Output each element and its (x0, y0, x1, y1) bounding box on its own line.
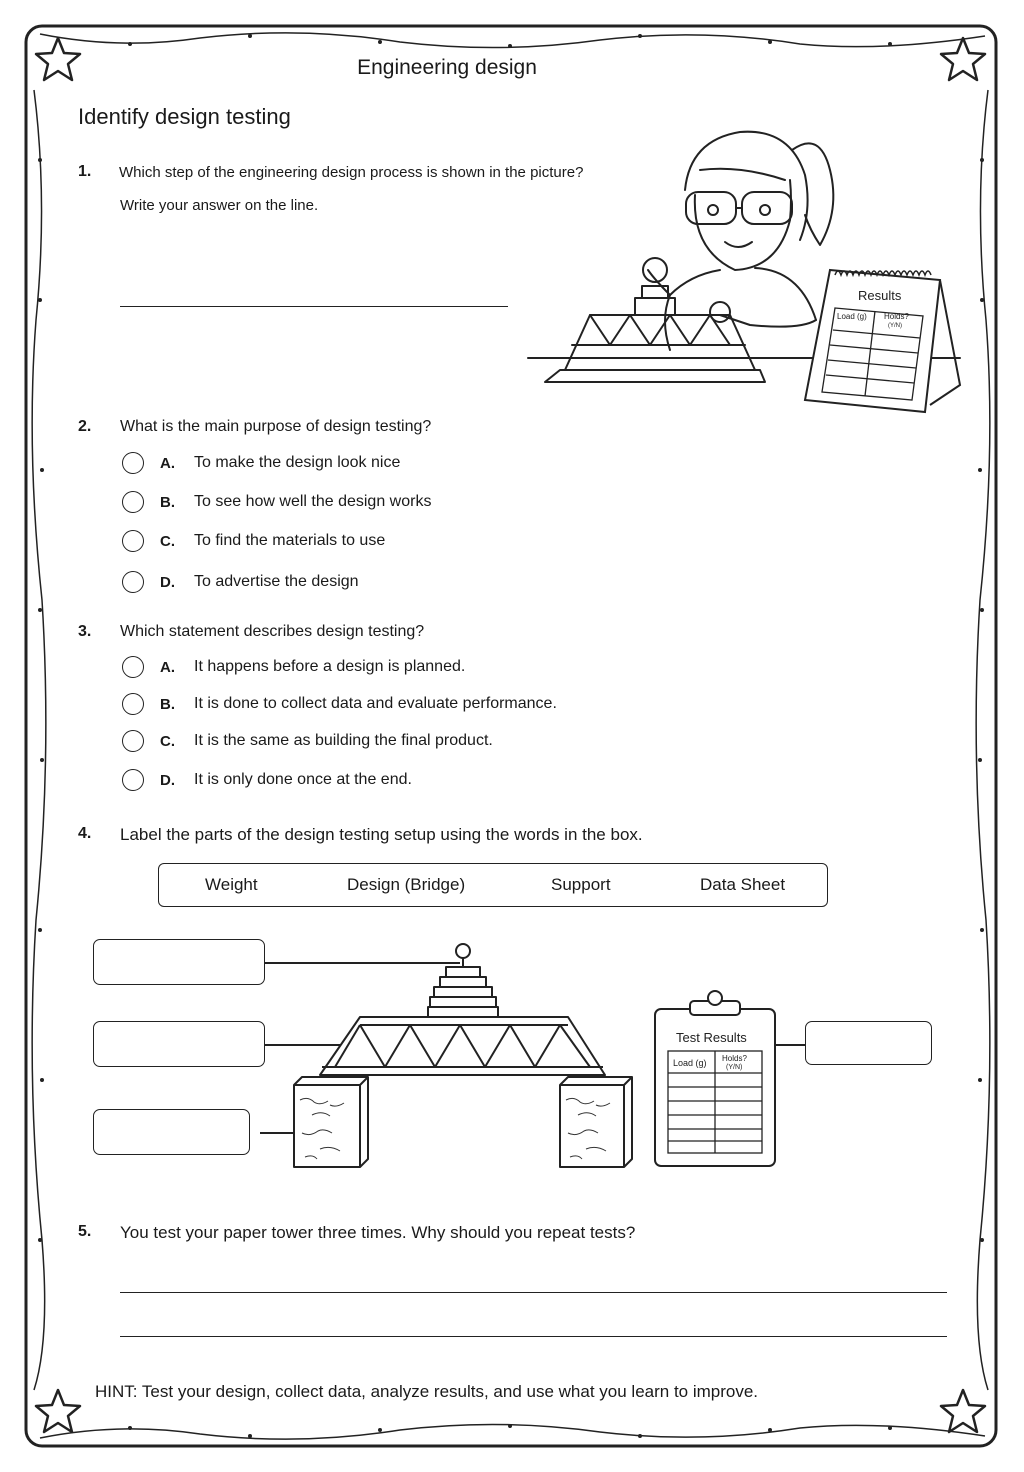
option-text: To find the materials to use (194, 532, 386, 549)
option-letter: A. (160, 658, 175, 676)
question-number: 1. (78, 163, 92, 180)
answer-option[interactable] (122, 528, 385, 554)
question-text: Label the parts of the design testing setup using the words in the box. (120, 825, 643, 844)
clipboard-col2: Holds? (722, 1054, 747, 1063)
question-text: Which step of the engineering design process is shown in the picture? (119, 164, 584, 181)
option-text: To advertise the design (194, 573, 359, 590)
answer-option[interactable] (122, 691, 557, 717)
answer-line[interactable] (120, 306, 508, 307)
question-text: You test your paper tower three times. Why should you repeat tests? (120, 1223, 636, 1242)
radio-circle-icon[interactable] (122, 769, 144, 791)
word-bank-item: Data Sheet (700, 875, 786, 894)
label-answer-box[interactable] (93, 1021, 265, 1067)
question-text: What is the main purpose of design testing? (120, 418, 432, 435)
radio-circle-icon[interactable] (122, 571, 144, 593)
answer-option[interactable] (122, 728, 493, 754)
option-letter: D. (160, 771, 175, 789)
page-title: Engineering design (357, 56, 537, 79)
question-text: Which statement describes design testing? (120, 623, 425, 640)
word-bank-item: Weight (205, 875, 258, 894)
option-letter: D. (160, 573, 175, 591)
option-letter: C. (160, 732, 175, 750)
notebook-title: Results (858, 288, 902, 303)
star-icon (941, 38, 985, 80)
answer-line[interactable] (120, 1336, 947, 1337)
word-bank (158, 863, 828, 907)
question-number: 2. (78, 418, 92, 435)
option-letter: C. (160, 532, 175, 550)
girl-testing-bridge-illustration (520, 120, 970, 420)
notebook-col2: Holds? (884, 312, 909, 321)
word-bank-item: Support (551, 875, 611, 894)
label-answer-box[interactable] (805, 1021, 932, 1065)
radio-circle-icon[interactable] (122, 693, 144, 715)
question-number: 3. (78, 623, 92, 640)
word-bank-item: Design (Bridge) (347, 875, 466, 894)
answer-option[interactable] (122, 489, 431, 515)
notebook-col1: Load (g) (837, 312, 867, 321)
answer-option[interactable] (122, 654, 465, 680)
answer-option[interactable] (122, 450, 400, 476)
hint-text: HINT: Test your design, collect data, analyze results, and use what you learn to improve. (95, 1382, 759, 1401)
clipboard-col1: Load (g) (673, 1058, 707, 1068)
option-text: To make the design look nice (194, 454, 401, 471)
section-subtitle: Identify design testing (78, 104, 291, 129)
option-text: It is the same as building the final product. (194, 732, 493, 749)
question-number: 4. (78, 825, 92, 842)
bridge-test-diagram (260, 935, 810, 1175)
radio-circle-icon[interactable] (122, 730, 144, 752)
question-instruction: Write your answer on the line. (120, 197, 319, 214)
answer-line[interactable] (120, 1292, 947, 1293)
option-text: It is done to collect data and evaluate performance. (194, 695, 557, 712)
star-icon (36, 1390, 80, 1432)
answer-option[interactable] (122, 569, 359, 595)
option-letter: B. (160, 695, 175, 713)
answer-option[interactable] (122, 767, 412, 793)
notebook-col2-sub: (Y/N) (888, 323, 902, 329)
label-answer-box[interactable] (93, 939, 265, 985)
option-text: To see how well the design works (194, 493, 432, 510)
clipboard-col2-sub: (Y/N) (726, 1064, 743, 1071)
clipboard-title: Test Results (676, 1030, 747, 1045)
radio-circle-icon[interactable] (122, 491, 144, 513)
option-letter: A. (160, 454, 175, 472)
option-text: It happens before a design is planned. (194, 658, 466, 675)
radio-circle-icon[interactable] (122, 656, 144, 678)
star-icon (941, 1390, 985, 1432)
radio-circle-icon[interactable] (122, 452, 144, 474)
option-letter: B. (160, 493, 175, 511)
question-number: 5. (78, 1223, 92, 1240)
option-text: It is only done once at the end. (194, 771, 412, 788)
label-answer-box[interactable] (93, 1109, 250, 1155)
radio-circle-icon[interactable] (122, 530, 144, 552)
